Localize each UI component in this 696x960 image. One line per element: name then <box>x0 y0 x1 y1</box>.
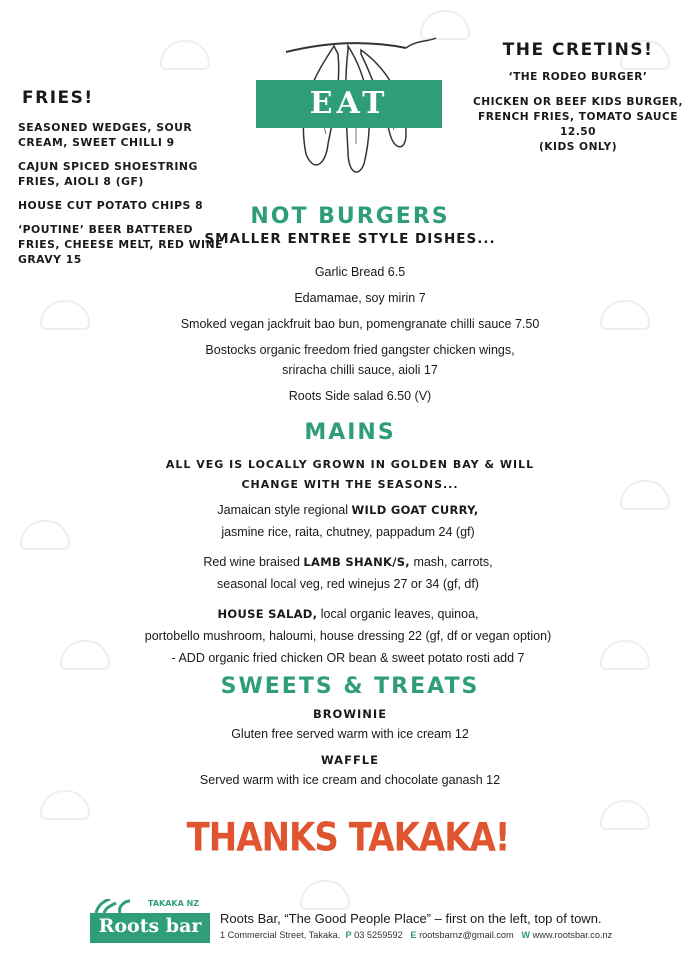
mains-header <box>100 420 600 495</box>
fries-section <box>18 88 228 276</box>
cretins-subtitle: ‘THE RODEO BURGER’ <box>508 71 648 83</box>
sweets-item-desc: Served warm with ice cream and chocolate ganash 12 <box>199 773 501 787</box>
menu-item-salad-detail: portobello mushroom, haloumi, house dressing 22 (gf, df or vegan option) <box>144 629 552 643</box>
menu-item-add: - ADD organic fried chicken OR bean & sweet potato rosti add 7 <box>171 651 525 665</box>
menu-item: Garlic Bread 6.5 <box>314 265 406 279</box>
cretins-note: (KIDS ONLY) <box>538 141 618 153</box>
footer-address: 1 Commercial Street, Takaka. <box>220 930 341 940</box>
mains-list <box>80 500 616 668</box>
menu-item-curry: Jamaican style regional WILD GOAT CURRY, <box>217 503 479 517</box>
mains-note-1: ALL VEG IS LOCALLY GROWN IN GOLDEN BAY & WILL <box>165 458 535 471</box>
footer-tagline: Roots Bar, “The Good People Place” – first on the left, top of town. <box>220 911 602 926</box>
footer-contact: 1 Commercial Street, Takaka. P 03 5259592 E rootsbarnz@gmail.com W www.rootsbar.co.nz <box>220 930 613 940</box>
menu-item: Bostocks organic freedom fried gangster chicken wings, <box>205 343 515 357</box>
menu-item: Edamamae, soy mirin 7 <box>294 291 426 305</box>
menu-item-salad: HOUSE SALAD, local organic leaves, quinoa, <box>217 607 479 621</box>
sweets-item-desc: Gluten free served warm with ice cream 12 <box>231 727 469 741</box>
footer-email[interactable]: rootsbarnz@gmail.com <box>419 930 514 940</box>
footer-website[interactable]: www.rootsbar.co.nz <box>532 930 613 940</box>
sweets-section <box>100 674 600 787</box>
fries-title: FRIES! <box>22 88 94 108</box>
menu-item-lamb-detail: seasonal local veg, red winejus 27 or 34 (gf, df) <box>217 577 479 591</box>
roots-bar-logo <box>90 899 210 945</box>
fries-item: HOUSE CUT POTATO CHIPS 8 <box>18 199 204 212</box>
not-burgers-subtitle: SMALLER ENTREE STYLE DISHES... <box>204 231 496 247</box>
mains-note-2: CHANGE WITH THE SEASONS... <box>241 478 459 491</box>
eat-illustration <box>256 34 442 184</box>
eat-label: EAT <box>309 86 389 121</box>
not-burgers-list <box>100 262 620 406</box>
fries-item: ‘POUTINE’ BEER BATTERED FRIES, CHEESE MELT, RED WINE GRAVY 15 <box>18 223 223 266</box>
not-burgers-title: NOT BURGERS <box>250 204 450 229</box>
sweets-item-name: BROWINIE <box>312 707 388 721</box>
menu-item-lamb: Red wine braised LAMB SHANK/S, mash, carrots, <box>203 555 493 569</box>
thanks-slogan: THANKS TAKAKA! <box>186 815 510 861</box>
sweets-item-name: WAFFLE <box>321 753 379 767</box>
sweets-title: SWEETS & TREATS <box>220 674 480 699</box>
logo-location: TAKAKA NZ <box>148 899 200 908</box>
cretins-title: THE CRETINS! <box>502 40 654 60</box>
menu-item-curry-detail: jasmine rice, raita, chutney, pappadum 24 (gf) <box>221 525 475 539</box>
cretins-desc: CHICKEN OR BEEF KIDS BURGER, FRENCH FRIES, TOMATO SAUCE 12.50 <box>472 96 684 138</box>
menu-item: sriracha chilli sauce, aioli 17 <box>282 363 438 377</box>
mains-title: MAINS <box>304 420 396 445</box>
cretins-section <box>470 40 686 161</box>
menu-item: Roots Side salad 6.50 (V) <box>288 389 432 403</box>
footer <box>0 895 696 960</box>
menu-item: Smoked vegan jackfruit bao bun, pomengranate chilli sauce 7.50 <box>180 317 540 331</box>
not-burgers-header <box>150 204 550 247</box>
fries-item: CAJUN SPICED SHOESTRING FRIES, AIOLI 8 (GF) <box>18 160 198 188</box>
logo-name: Roots bar <box>98 915 202 937</box>
footer-phone: 03 5259592 <box>354 930 403 940</box>
fries-item: SEASONED WEDGES, SOUR CREAM, SWEET CHILLI 9 <box>18 121 193 149</box>
